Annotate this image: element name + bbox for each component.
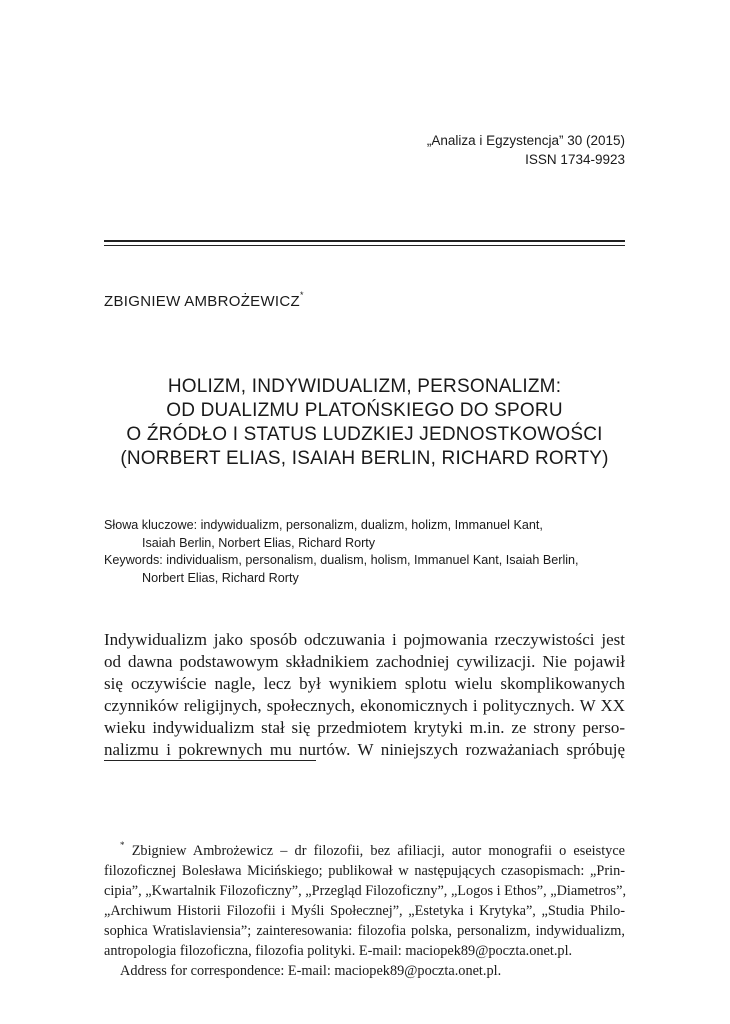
body-paragraph: [104, 629, 625, 761]
footnote-line-5: sophica Wratislaviensia”; zainteresowania: filozofia polska, personalizm, indywidualizm,: [104, 922, 625, 939]
author-footnote-mark[interactable]: *: [300, 290, 304, 300]
body-line-2: od dawna podstawowym składnikiem zachodniej cywilizacji. Nie pojawił: [104, 652, 625, 671]
keywords-english-line-2: Norbert Elias, Richard Rorty: [142, 571, 299, 585]
footnote-address: Address for correspondence: E-mail: maciopek89@poczta.onet.pl.: [120, 962, 502, 979]
journal-issn: ISSN 1734-9923: [525, 152, 625, 167]
body-line-5: wieku indywidualizm stał się przedmiotem krytyki m.in. ze strony perso-: [104, 718, 625, 737]
article-title: [104, 375, 625, 471]
keywords-english-line-1: Keywords: individualism, personalism, dualism, holism, Immanuel Kant, Isaiah Berlin,: [104, 553, 579, 567]
body-line-1: Indywidualizm jako sposób odczuwania i pojmowania rzeczywistości jest: [104, 630, 625, 649]
title-line-2: OD DUALIZMU PLATOŃSKIEGO DO SPORU: [166, 400, 563, 421]
journal-header: [427, 131, 625, 169]
footnote-line-4: „Archiwum Historii Filozofii i Myśli Społecznej”, „Estetyka i Krytyka”, „Studia Philo-: [104, 902, 625, 919]
author-name: [104, 292, 304, 310]
footnote-separator: [104, 760, 316, 761]
footnote-line-6: antropologia filozoficzna, filozofia polityki. E-mail: maciopek89@poczta.onet.pl.: [104, 942, 573, 959]
body-line-4: czynników religijnych, społecznych, ekonomicznych i politycznych. W XX: [104, 696, 625, 715]
author-name-text: ZBIGNIEW AMBROŻEWICZ: [104, 293, 300, 310]
journal-citation: „Analiza i Egzystencja” 30 (2015): [426, 133, 625, 148]
footnote: [104, 836, 625, 981]
footnote-line-1: [104, 836, 625, 861]
keywords-polish: [104, 516, 625, 552]
keywords-polish-line-2: Isaiah Berlin, Norbert Elias, Richard Rorty: [142, 536, 376, 550]
footnote-line-3: cipia”, „Kwartalnik Filozoficzny”, „Przegląd Filozoficzny”, „Logos i Ethos”, „Diametros”,: [104, 882, 627, 899]
title-line-4: (NORBERT ELIAS, ISAIAH BERLIN, RICHARD RORTY): [120, 448, 609, 469]
body-line-3: się oczywiście nagle, lecz był wynikiem splotu wielu skomplikowanych: [104, 674, 625, 693]
footnote-line-1-text: Zbigniew Ambrożewicz – dr filozofii, bez afiliacji, autor monografii o eseistyce: [131, 842, 626, 859]
keywords-english: [104, 551, 625, 587]
title-line-1: HOLIZM, INDYWIDUALIZM, PERSONALIZM:: [167, 376, 562, 397]
footnote-line-2: filozoficznej Bolesława Micińskiego; publikował w następujących czasopismach: „Prin-: [104, 862, 625, 879]
header-double-rule: [104, 240, 625, 246]
footnote-mark: *: [120, 840, 125, 850]
title-line-3: O ŹRÓDŁO I STATUS LUDZKIEJ JEDNOSTKOWOŚCI: [126, 424, 603, 445]
keywords-polish-line-1: Słowa kluczowe: indywidualizm, personalizm, dualizm, holizm, Immanuel Kant,: [104, 518, 543, 532]
body-line-6: nalizmu i pokrewnych mu nurtów. W niniejszych rozważaniach spróbuję: [104, 740, 625, 759]
